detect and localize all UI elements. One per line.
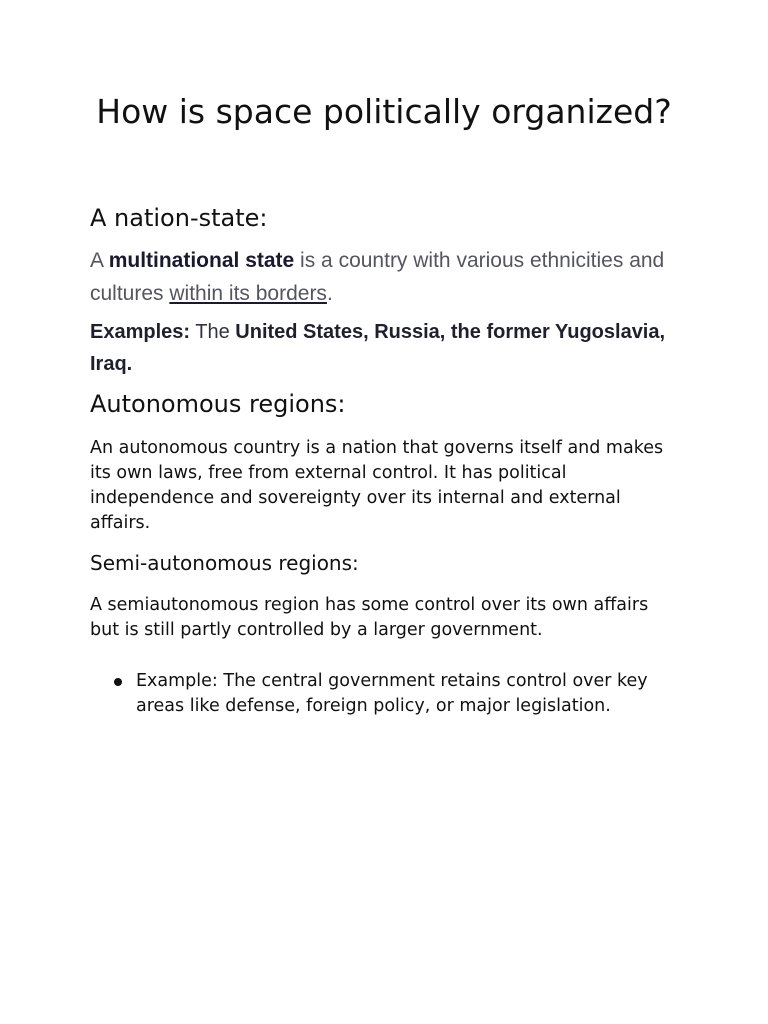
bullet-dot-icon [114, 678, 122, 686]
autonomous-regions-heading: Autonomous regions: [90, 390, 346, 418]
definition-suffix: . [326, 282, 333, 305]
page-title-text: How is space politically organized? [96, 92, 672, 131]
definition-term: multinational state [108, 249, 295, 272]
examples-label: Examples: [90, 321, 191, 343]
semi-autonomous-regions-heading: Semi-autonomous regions: [90, 551, 359, 575]
nation-state-heading: A nation-state: [90, 204, 268, 232]
list-item-text: Example: The central government retains control over key areas like defense, foreign policy, or major legislation. [136, 671, 648, 716]
list-item [90, 669, 680, 719]
page-title [0, 90, 768, 134]
semi-autonomous-bullet-list [90, 669, 680, 719]
examples-paragraph [90, 316, 690, 380]
semi-autonomous-regions-text: A semiautonomous region has some control over its own affairs but is still partly controlled by a larger government. [90, 595, 649, 640]
definition-underlined: within its borders [169, 282, 327, 305]
definition-middle: is a country with various ethnicities and cultures [90, 249, 665, 305]
examples-list: United States, Russia, the former Yugoslavia, Iraq. [90, 321, 666, 375]
autonomous-regions-text: An autonomous country is a nation that governs itself and makes its own laws, free from external control. It has political independence and sovereignty over its internal and external affairs. [90, 438, 664, 533]
multinational-state-definition [90, 244, 680, 310]
examples-the: The [190, 321, 236, 343]
definition-prefix: A [90, 249, 109, 272]
